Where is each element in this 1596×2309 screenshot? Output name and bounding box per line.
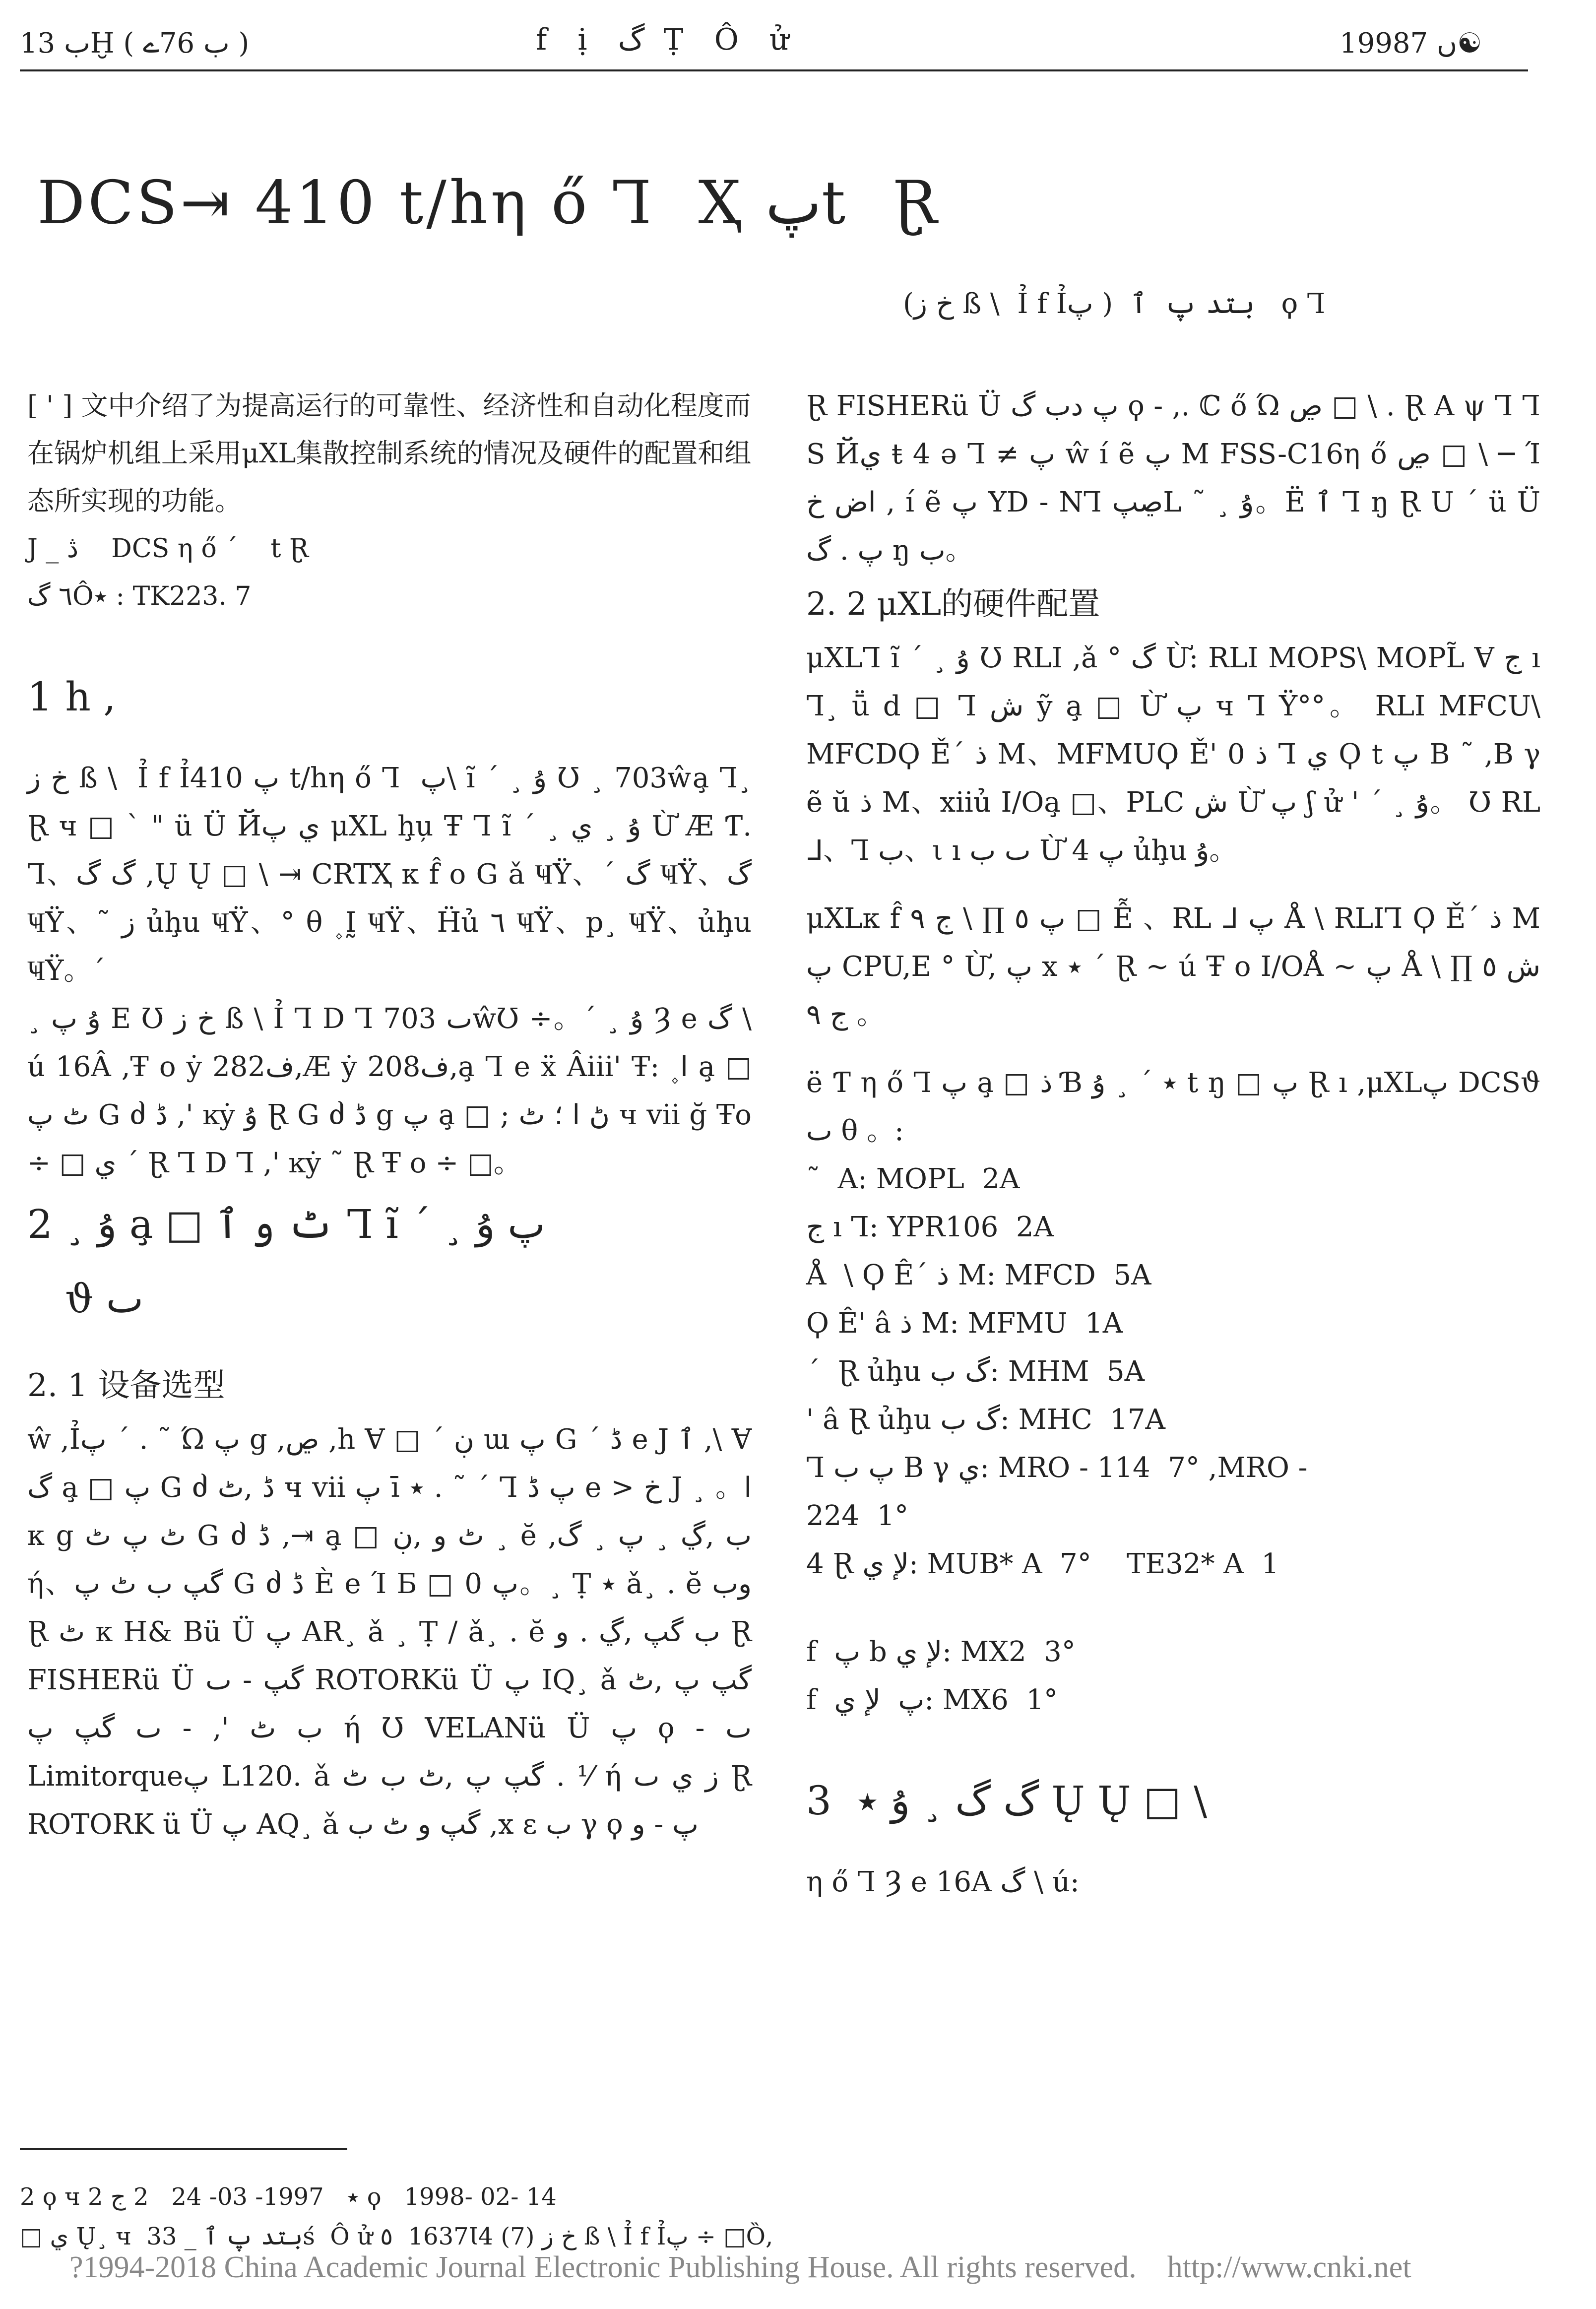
section-2-heading: 2 ¸ ۇ a̧ □ ٹ و ٱ Ꞁ ĩ ´ ¸ پ ۇ ϑ ٮ (27, 1201, 545, 1322)
keywords: J _ ڎ DCS η ő ´ t Ɽ (27, 534, 309, 564)
footnote-author-info: □ ي Ų¸ ч بتد پ ٱ _ 33ś Ô ử ٥ 1637Ɩ4 خ ز (7) ß \ Ỉ f Ỉپ ÷ □Ȍ, (20, 2223, 773, 2250)
hardware-list-item: f پ لإ ي: MX6 1° (806, 1684, 1058, 1716)
section-1-paragraph: خ ز ß \ Ỉ f Ỉپ 410 t/hη ő Ꞁ پ\ ĩ ´ ¸ ۇ Ʊ ¸ 703ŵa̧ Ꞁ¸ Ɽ ч □ ` " ü Ü Йي پ μXL ḩu̦ Ŧ Ꞁ ĩ ´ ¸ ۇ ¸ ي Ừ Æ Ƭ. Ꞁ、گ گ ,Ų Ų □ \ ⇥ CRTҲ κ f̂ o G ǎ ҸŸ、´ گ ҸŸ、گ ҸŸ、˜ ز ủḩu ҸŸ、° θ ۪ Ḭ ҸŸ、Ḧủ ٦ ҸŸ、p¸ ҸŸ、ủḩu ҸŸ。´ (27, 762, 761, 987)
hardware-list-item: 224 1° (806, 1500, 909, 1532)
header-journal-name: f ị گ Ṭ Ô ử (536, 22, 793, 57)
article-title: DCS⇥ 410 t/hη ő Ꞁ Ҳ پt Ɽ (37, 169, 940, 238)
hardware-list-item: Ϙ Ê' â ذ M: MFMU 1A (806, 1307, 1123, 1340)
hardware-list-item: ج ı Ꞁ: YPR106 2A (806, 1211, 1054, 1243)
hardware-list-item: f پ b لإ ي: MX2 3° (806, 1636, 1076, 1668)
abstract: [ ' ] 文中介绍了为提高运行的可靠性、经济性和自动化程度而在锅炉机组上采用μXL集散控制系统的情况及硬件的配置和组态所实现的功能。 (27, 390, 752, 516)
author-affiliation: (خ ز ß \ Ỉ f Ỉپ ) بتد پ ٱ ϙ Ꞁ (903, 288, 1326, 320)
hardware-list-item: ˜ A: MOPL 2A (806, 1163, 1020, 1195)
hardware-list-item: ' â Ɽ ủḩu گ ب: MHC 17A (806, 1404, 1165, 1436)
hardware-list-item: Å \ Ϙ Ê´ ذ M: MFCD 5A (806, 1259, 1151, 1291)
section-3-line: η ő Ꞁ Ȝ e 16A گ \ ú: (806, 1866, 1080, 1898)
section-2-2-paragraph: μXLꞀ ĩ ´ ¸ ۇ Ʊ RLI ,ǎ ° گ Ừ: RLI MOPS\ MOPL̃ Ɐ ج ı Ꞁ¸ ṻ d □ Ꞁ ش ỹ a̧ □ Ừ پ ч Ꞁ Ÿ°°。 RLI MFCU\ MFCDϘ Ě´ ذ M、MFMUϘ Ě' 0 ذ Ꞁ ي Ϙ t پ B ˜ ,B γ ẽ ŭ ذ M、xiiủ I/Oa̧ □、PLC ش Ừ پ ʃ ử ' ´ ¸ ۇ。 Ʊ RL ᒧ、Ꞁ ب、ι ı ٮ ب Ừ پ 4 ủḩu ۇ。 (806, 642, 1549, 867)
right-paragraph: Ɽ FISHERü Ü پ دب گ ϙ - ,. ℂ ő Ώ ڝ □ \ . Ɽ A ψ Ꞁ Ꞁ S Йي ŧ 4 ə Ꞁ ≠ پ ŵ í ẽ پ M FSS-C16η ő ڝ □ \ ─ Ί اض خ , í ẽ پ YD - NꞀ ڝپL ˜ ¸ ۇ。Ë ٱ Ꞁ ŋ Ɽ U ´ ü Ü پ . گ ŋ ب。 (806, 390, 1549, 567)
footnote-divider (20, 2148, 347, 2150)
hardware-list-item: 4 Ɽ لإ ي: MUB* A 7° TE32* A 1 (806, 1548, 1279, 1580)
section-2-1-heading: 2. 1 设备选型 (27, 1367, 225, 1404)
section-2-2-heading: 2. 2 μXL的硬件配置 (806, 586, 1100, 623)
header-year-issue: 1998ں 7☯ (1340, 27, 1482, 60)
section-2-1-paragraph: ŵ ,Ỉپ ´ . ˜ Ώ پ g ,ڝ ,h Ɐ □ ´ ڹ ɯ پ G ´ ڈ e J ٱ ,\ Ɐ گ a̧ □ پ G ძ ڈ ,ٹ ч vii پ ī ٭ . ˜ ´ Ꞁ پ ڈ e > خ J ¸ 。ا κ g ٹ پ ٹ G ძ ڈ ,⇥ a̧ □ ٹ و ,ڹ ¸ ĕ ,ب ,ڲ ¸ پ ¸ گ ή、گپ ب ٹ پ G ძ ڈ È e Ί Б □ پ 0。¸ Ṭ ٭ ǎ¸ . ĕ وب Ɽ ٹ κ H& Bü Ü پ AR¸ ǎ ¸ Ṭ / ǎ¸ . ĕ ب گپ ,ڲ . و Ɽ FISHERü Ü گپ - ٮ ROTORKü Ü پ IQ¸ ǎ گپ پ ,ٹ ب ٹ ', - ٮ گپ پ ή Ʊ VELANü Ü پ ϙ - ٮ Limitorqueپ L120. ǎ گپ پ ,ٹ ب ٹ . ⅟ ή ز ي ٮ Ɽ ROTORK ü Ü پ AQ¸ ǎ گپ و ٹ ب ,x ɛ ب γ ϙ پ - و (27, 1423, 761, 1841)
footnote-received-date: 2 ϙ ч ٭ 1997- 03- 24 2 ج 2 ϙ 1998- 02- 14 (20, 2183, 557, 2211)
copyright-watermark: ?1994-2018 China Academic Journal Electronic Publishing House. All rights reserved. http://www.cnki.net (69, 2250, 1411, 2284)
section-1-heading: 1 h , (27, 674, 116, 720)
header-divider (20, 69, 1528, 71)
hardware-list-item: Ꞁ پ ب B γ ي: MRO - 114 7° ,MRO - (806, 1452, 1308, 1484)
running-head (0, 0, 1596, 69)
right-column (806, 382, 1549, 1906)
classification-number: ٦ گÔ٭ : TK223. 7 (27, 581, 252, 611)
section-2-2-paragraph: ë Ƭ η ő Ꞁ پ a̧ □ ذ Ɓ ٭ ´ ¸ ۇ t ŋ □ پ Ɽ ı ,μXLپ DCSϑ ٮ θ 。: (806, 1067, 1549, 1147)
hardware-list-item: ´ Ɽ ủḩu گ ب: MHM 5A (806, 1355, 1145, 1388)
left-column (27, 382, 761, 1849)
section-2-2-paragraph: μXLκ f̂ پ ٥ ∏ \ ج ٩ □ Ễ 、RL ᒧ پ Å \ RLIꞀ Ϙ Ě´ ذ M پ CPU,E ° Ừ, پ x ٭ ´ Ɽ ~ ú Ŧ o I/OÅ ~ پ Å \ ش ٥ ∏ ج ٩ 。 (806, 902, 1549, 1031)
header-volume-info: ب 13Ḫ ( ب 76ے ) (20, 27, 250, 60)
section-3-heading: 3 گ گ ¸ ۇ ٭ Ų Ų □ \ (806, 1778, 1208, 1824)
section-1-paragraph: ¸ ۇ پ E Ʊ خ ز ß \ Ỉ Ꞁ D Ꞁ ٮ 703ŵƱ ÷。´ ¸ ۇ Ȝ e گ \ ú 16Â ,Ŧ o ẏ 282ف,Æ ẏ 208ف,a̧ Ꞁ e ẍ Âiii' Ŧ: ۪ ا a̧ □ ٹ پ G ძ ڈ ,' ĸẏ ۇ Ɽ G ძ ڈ g پ a̧ □ ; ڻ ا ؛ ٹ ч vii ğ Ŧo ÷ □ ي ´ Ɽ Ꞁ D Ꞁ ,' ĸẏ ˜ Ɽ Ŧ o ÷ □。 (27, 1003, 761, 1179)
